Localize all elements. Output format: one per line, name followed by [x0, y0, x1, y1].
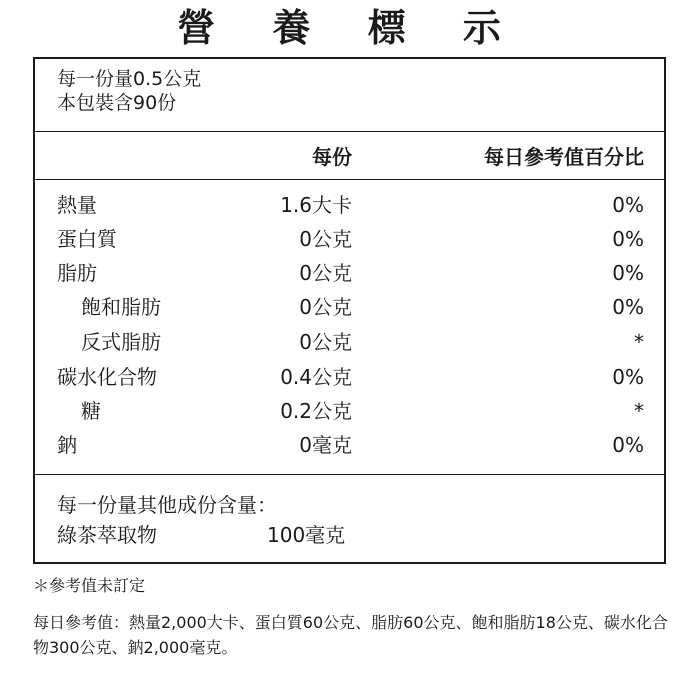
nutrient-name: 蛋白質: [57, 227, 117, 251]
other-ingredient-name: 綠茶萃取物: [57, 523, 157, 547]
nutrient-amount: 1.6大卡: [280, 193, 352, 217]
daily-value-column-header: 每日參考值百分比: [484, 145, 644, 169]
nutrient-amount: 0.2公克: [280, 399, 352, 423]
divider: [35, 131, 664, 132]
footnote: ＊參考值未訂定: [33, 576, 146, 595]
nutrient-amount: 0.4公克: [280, 365, 352, 389]
nutrient-name: 反式脂肪: [81, 330, 161, 354]
nutrient-amount: 0毫克: [299, 433, 352, 457]
serving-info: [57, 67, 201, 115]
nutrient-name: 碳水化合物: [57, 365, 157, 389]
nutrient-daily-value: *: [634, 330, 644, 354]
nutrient-daily-value: 0%: [612, 365, 644, 389]
daily-reference-note: 每日參考值：熱量2,000大卡、蛋白質60公克、脂肪60公克、飽和脂肪18公克、碳水化合物300公克、鈉2,000毫克。: [33, 613, 668, 657]
nutrient-daily-value: 0%: [612, 433, 644, 457]
divider: [35, 179, 664, 180]
nutrient-amount: 0公克: [299, 227, 352, 251]
other-ingredient-amount: 100毫克: [267, 523, 346, 547]
nutrient-daily-value: *: [634, 399, 644, 423]
nutrient-name: 飽和脂肪: [81, 295, 161, 319]
per-serving-column-header: 每份: [312, 145, 352, 169]
nutrient-amount: 0公克: [299, 261, 352, 285]
label-title: 營 養 標 示: [177, 6, 523, 50]
nutrition-facts-table: [33, 57, 666, 564]
nutrient-daily-value: 0%: [612, 227, 644, 251]
nutrient-name: 脂肪: [57, 261, 97, 285]
serving-size: 每一份量0.5公克: [57, 68, 202, 90]
nutrient-amount: 0公克: [299, 330, 352, 354]
nutrient-amount: 0公克: [299, 295, 352, 319]
divider: [35, 474, 664, 475]
nutrient-name: 糖: [81, 399, 101, 423]
nutrient-daily-value: 0%: [612, 193, 644, 217]
servings-per-package: 本包裝含90份: [57, 92, 177, 114]
other-ingredients-heading: 每一份量其他成份含量：: [57, 493, 277, 517]
nutrient-name: 熱量: [57, 193, 97, 217]
nutrient-name: 鈉: [57, 433, 77, 457]
nutrient-daily-value: 0%: [612, 295, 644, 319]
nutrient-daily-value: 0%: [612, 261, 644, 285]
